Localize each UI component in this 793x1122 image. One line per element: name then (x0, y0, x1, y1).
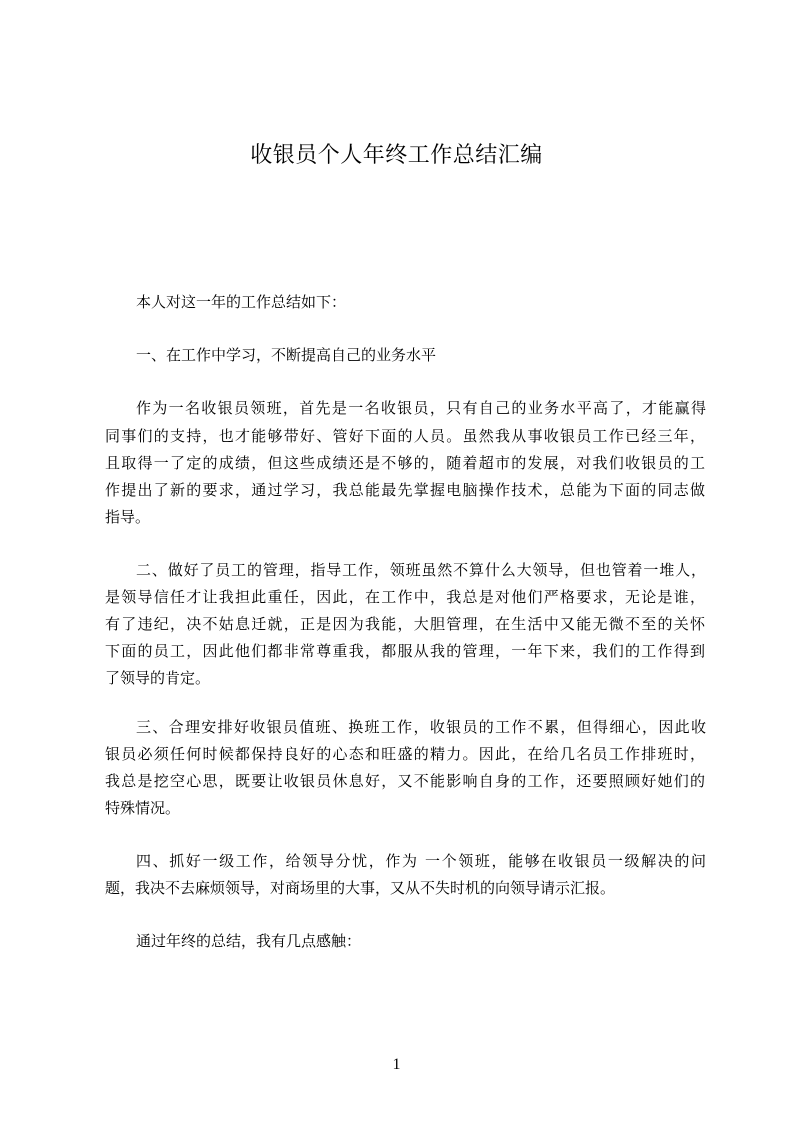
paragraph-4-line: 题，我决不去麻烦领导，对商场里的大事，又从不失时机的向领导请示汇报。 (105, 879, 616, 897)
document-title: 收银员个人年终工作总结汇编 (250, 143, 543, 168)
paragraph-2-line: 是领导信任才让我担此重任，因此，在工作中，我总是对他们严格要求，无论是谁， (105, 588, 705, 606)
paragraph-3-line: 银员必须任何时候都保持良好的心态和旺盛的精力。因此，在给几名员工作排班时， (105, 745, 705, 763)
paragraph-1-line: 作为一名收银员领班，首先是一名收银员，只有自己的业务水平高了，才能赢得 (136, 399, 706, 417)
paragraph-2-line: 了领导的肯定。 (105, 669, 211, 687)
section-heading-1: 一、在工作中学习，不断提高自己的业务水平 (136, 346, 437, 364)
closing-line: 通过年终的总结，我有几点感触： (136, 932, 362, 950)
paragraph-3-line: 我总是挖空心思，既要让收银员休息好，又不能影响自身的工作，还要照顾好她们的 (105, 772, 705, 790)
intro-line: 本人对这一年的工作总结如下： (136, 293, 347, 311)
paragraph-1-line: 且取得一了定的成绩，但这些成绩还是不够的，随着超市的发展，对我们收银员的工 (105, 454, 705, 472)
paragraph-1-line: 同事们的支持，也才能够带好、管好下面的人员。虽然我从事收银员工作已经三年， (105, 427, 705, 445)
paragraph-1-line: 指导。 (105, 508, 151, 526)
paragraph-3-line: 特殊情况。 (105, 799, 181, 817)
paragraph-2-line: 二、做好了员工的管理，指导工作，领班虽然不算什么大领导，但也管着一堆人， (136, 561, 706, 579)
page-number: 1 (392, 1056, 401, 1073)
paragraph-1-line: 作提出了新的要求，通过学习，我总能最先掌握电脑操作技术，总能为下面的同志做 (105, 481, 705, 499)
paragraph-4-line: 四、抓好一级工作，给领导分忧，作为 一个领班，能够在收银员一级解决的问 (136, 852, 706, 870)
paragraph-3-line: 三、合理安排好收银员值班、换班工作，收银员的工作不累，但得细心，因此收 (136, 718, 706, 736)
paragraph-2-line: 下面的员工，因此他们都非常尊重我，都服从我的管理，一年下来，我们的工作得到 (105, 642, 705, 660)
paragraph-2-line: 有了违纪，决不姑息迁就，正是因为我能，大胆管理，在生活中又能无微不至的关怀 (105, 615, 705, 633)
